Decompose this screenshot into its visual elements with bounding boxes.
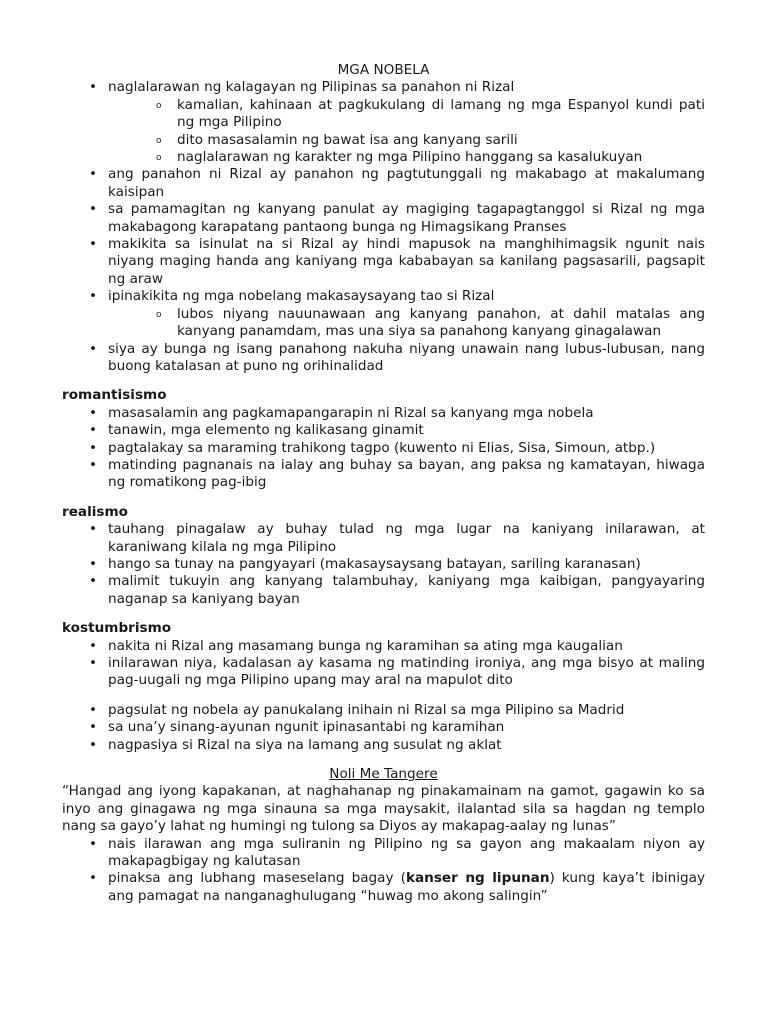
list-item: • hango sa tunay na pangyayari (makasaysaysang batayan, sariling karanasan) (62, 556, 705, 573)
section-heading-kostumbrismo: kostumbrismo (62, 620, 172, 637)
list-item (62, 79, 705, 166)
list-item: • ang panahon ni Rizal ay panahon ng pagtutunggali ng makabago at makalumang kaisipan (62, 166, 705, 201)
kostumbrismo-list (62, 638, 705, 690)
extra-list (62, 702, 705, 754)
list-item: • nais ilarawan ang mga suliranin ng Pilipino ng sa gayon ang makaalam niyon ay makapagbigay ng kalutasan (62, 836, 705, 871)
sub-list (108, 97, 705, 167)
list-item (62, 870, 705, 905)
noli-list (62, 836, 705, 906)
list-item: • inilarawan niya, kadalasan ay kasama ng matinding ironiya, ang mga bisyo at maling pag-uugali ng mga Pilipino upang may aral na mapulot dito (62, 655, 705, 690)
list-item-text: ipinakikita ng mga nobelang makasaysayang tao si Rizal (108, 288, 495, 305)
list-item: • sa pamamagitan ng kanyang panulat ay magiging tagapagtanggol si Rizal ng mga makabagong karapatang pantaong bunga ng Himagsikang Pranses (62, 201, 705, 236)
list-item: • malimit tukuyin ang kanyang talambuhay, kaniyang mga kaibigan, pangyayaring naganap sa kaniyang bayan (62, 573, 705, 608)
list-item: • makikita sa isinulat na si Rizal ay hindi mapusok na manghihimagsik ngunit nais niyang maging handa ang kaniyang mga kababayan sa kanilang pagsasarili, pagsapit ng araw (62, 236, 705, 288)
list-item (62, 288, 705, 340)
list-item: • masasalamin ang pagkamapangarapin ni Rizal sa kanyang mga nobela (62, 405, 705, 422)
list-item: • tanawin, mga elemento ng kalikasang ginamit (62, 422, 705, 439)
list-item-text: naglalarawan ng kalagayan ng Pilipinas sa panahon ni Rizal (108, 79, 515, 96)
list-item: • nakita ni Rizal ang masamang bunga ng karamihan sa ating mga kaugalian (62, 638, 705, 655)
sub-list-item: o lubos niyang nauunawaan ang kanyang panahon, at dahil matalas ang kanyang panamdam, mas una siya sa panahong kanyang ginagalawan (108, 306, 705, 341)
sub-list (108, 306, 705, 341)
section-heading-realismo: realismo (62, 503, 129, 520)
intro-list (62, 79, 705, 375)
section-heading-noli: Noli Me Tangere (329, 766, 438, 783)
emphasis-text: kanser ng lipunan (405, 870, 550, 887)
document-page (62, 62, 705, 905)
spacer (62, 690, 705, 702)
romantisismo-list (62, 405, 705, 492)
quote-paragraph: “Hangad ang iyong kapakanan, at naghahanap ng pinakamainam na gamot, gagawin ko sa inyo ang ginagawa ng mga sinauna sa mga maysakit, ilalantad sila sa hagdan ng templo nang sa gayo’y lahat ng humingi ng tulong sa Diyos ay makapag-aalay ng lunas” (62, 783, 705, 835)
list-item: • siya ay bunga ng isang panahong nakuha niyang unawain nang lubus-lubusan, nang buong katalasan at puno ng orihinalidad (62, 341, 705, 376)
sub-list-item: o kamalian, kahinaan at pagkukulang di lamang ng mga Espanyol kundi pati ng mga Pilipino (108, 97, 705, 132)
list-item-text: pinaksa ang lubhang maseselang bagay ( (108, 870, 406, 887)
realismo-list (62, 521, 705, 608)
sub-list-item: o naglalarawan ng karakter ng mga Pilipino hanggang sa kasalukuyan (108, 149, 705, 166)
list-item-text: ) kung kaya’t ibinigay ang pamagat na nanganaghulugang “huwag mo akong salingin” (108, 870, 705, 904)
list-item: • tauhang pinagalaw ay buhay tulad ng mga lugar na kaniyang inilarawan, at karaniwang kilala ng mga Pilipino (62, 521, 705, 556)
list-item: • nagpasiya si Rizal na siya na lamang ang susulat ng aklat (62, 737, 705, 754)
list-item: • pagtalakay sa maraming trahikong tagpo (kuwento ni Elias, Sisa, Simoun, atbp.) (62, 440, 705, 457)
list-item: • matinding pagnanais na ialay ang buhay sa bayan, ang paksa ng kamatayan, hiwaga ng romatikong pag-ibig (62, 457, 705, 492)
sub-list-item: o dito masasalamin ng bawat isa ang kanyang sarili (108, 132, 705, 149)
list-item: • sa una’y sinang-ayunan ngunit ipinasantabi ng karamihan (62, 719, 705, 736)
page-title: MGA NOBELA (337, 62, 430, 78)
list-item: • pagsulat ng nobela ay panukalang inihain ni Rizal sa mga Pilipino sa Madrid (62, 702, 705, 719)
section-heading-romantisismo: romantisismo (62, 387, 167, 404)
